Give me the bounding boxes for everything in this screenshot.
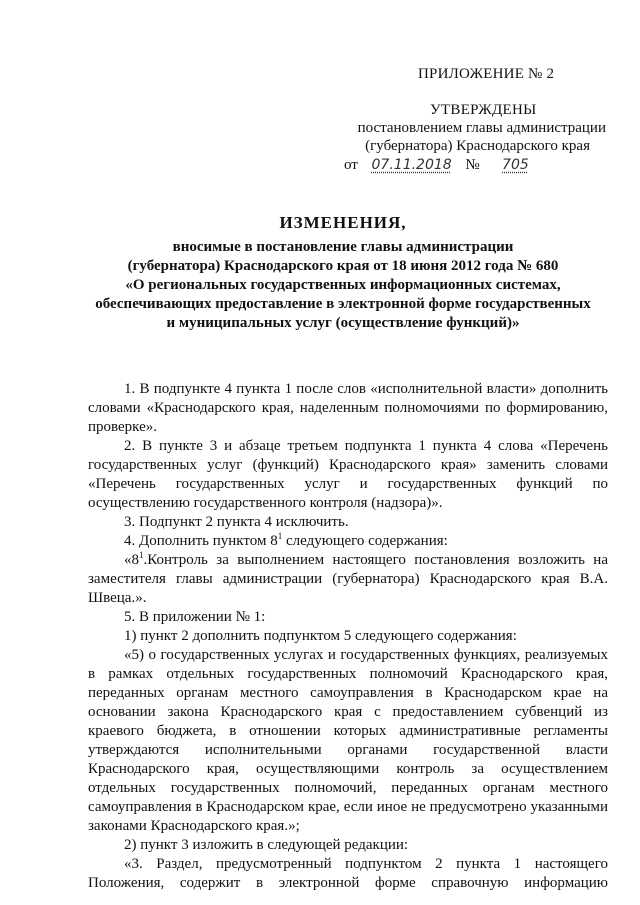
- number-value: 705: [502, 157, 529, 173]
- paragraph-8: «5) о государственных услугах и государственных функциях, реализуемых в рамках отдельных государственных полномочий Краснодарского края, переданных органам местного самоуправления в Краснодарском крае на основании закона Краснодарского края с предоставлением субвенций из краевого бюджета, в отношении которых административные регламенты утверждаются исполнительными органами государственной власти Краснодарского края, осуществляющими контроль за осуществлением отдельных государственных полномочий, переданных органам местного самоуправления в Краснодарском крае, если иное не предусмотрено указанными законами Краснодарского края.»;: [88, 647, 608, 834]
- paragraph-3: 3. Подпункт 2 пункта 4 исключить.: [124, 514, 349, 530]
- document-body: [88, 380, 608, 893]
- title-main: ИЗМЕНЕНИЯ,: [279, 213, 407, 232]
- paragraph-4-text: 4. Дополнить пунктом 8: [124, 533, 278, 549]
- appendix-label: ПРИЛОЖЕНИЕ № 2: [418, 66, 555, 82]
- date-prefix: от: [344, 157, 358, 173]
- paragraph-4: [88, 532, 608, 551]
- paragraph-7: 1) пункт 2 дополнить подпунктом 5 следующего содержания:: [124, 628, 517, 644]
- paragraph-5: [88, 551, 608, 608]
- title-line: обеспечивающих предоставление в электронной форме государственных: [95, 296, 591, 312]
- paragraph-1: 1. В подпункте 4 пункта 1 после слов «исполнительной власти» дополнить словами «Краснодарского края, наделенным полномочиями по формированию, проверке».: [88, 381, 608, 435]
- paragraph-5-sup: 1: [139, 550, 144, 560]
- paragraph-5-text: .Контроль за выполнением настоящего постановления возложить на заместителя главы администрации (губернатора) Краснодарского края В.А. Швеца.».: [88, 552, 608, 606]
- title-line: и муниципальных услуг (осуществление функций)»: [166, 315, 520, 331]
- approved-by-line-1: постановлением главы администрации: [357, 120, 606, 136]
- number-sign: №: [465, 157, 480, 173]
- title-line: «О региональных государственных информационных системах,: [125, 277, 561, 293]
- document-title: [60, 213, 626, 333]
- title-line: (губернатора) Краснодарского края от 18 июня 2012 года № 680: [127, 258, 559, 274]
- paragraph-4-sup: 1: [277, 531, 283, 541]
- date-line: [344, 157, 547, 174]
- approved-label: УТВЕРЖДЕНЫ: [430, 102, 537, 118]
- paragraph-5-open: «8: [124, 552, 139, 568]
- approved-by-line-2: (губернатора) Краснодарского края: [365, 138, 590, 154]
- title-line: вносимые в постановление главы администрации: [172, 239, 514, 255]
- paragraph-6: 5. В приложении № 1:: [124, 609, 266, 625]
- paragraph-4-tail: следующего содержания:: [282, 533, 448, 549]
- paragraph-10: «3. Раздел, предусмотренный подпунктом 2 пункта 1 настоящего Положения, содержит в электронной форме справочную информацию: [88, 856, 608, 891]
- date-value: 07.11.2018: [371, 157, 452, 173]
- paragraph-9: 2) пункт 3 изложить в следующей редакции:: [124, 837, 409, 853]
- paragraph-2: 2. В пункте 3 и абзаце третьем подпункта 1 пункта 4 слова «Перечень государственных услуг (функций) Краснодарского края» заменить словами «Перечень государственных услуг и государственных функций по осуществлению государственного контроля (надзора)».: [88, 438, 608, 511]
